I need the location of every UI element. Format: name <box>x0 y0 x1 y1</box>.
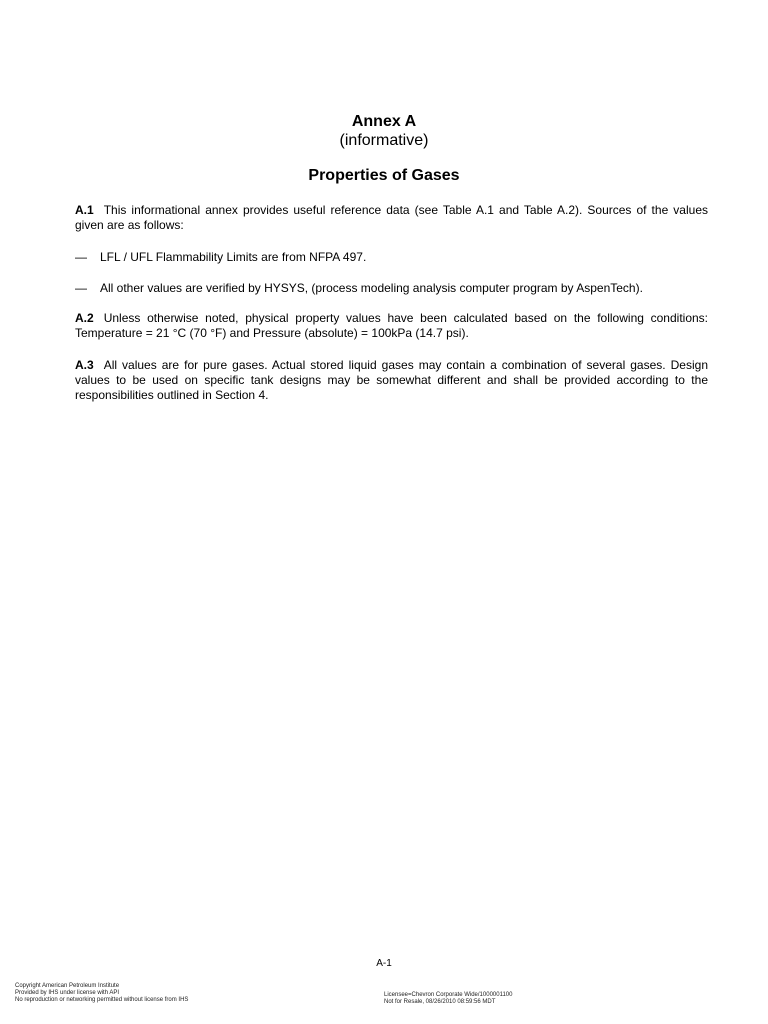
page-number: A-1 <box>376 958 392 969</box>
list-item <box>75 250 708 265</box>
list-item-text: All other values are verified by HYSYS, (process modeling analysis computer program by AspenTech). <box>100 281 643 295</box>
footer-line: Provided by IHS under license with API <box>15 990 120 996</box>
footer-line: Not for Resale, 08/26/2010 08:59:56 MDT <box>384 999 496 1005</box>
footer-line: No reproduction or networking permitted without license from IHS <box>15 997 189 1003</box>
clause-text: This informational annex provides useful reference data (see Table A.1 and Table A.2). Sources of the values given are as follows: <box>75 203 708 232</box>
footer-license <box>384 992 512 1006</box>
clause-number: A.2 <box>75 311 94 325</box>
footer-line: Licensee=Chevron Corporate Wide/1000001100 <box>384 992 513 998</box>
clause-text: Unless otherwise noted, physical property values have been calculated based on the following conditions: Temperature = 21 °C (70 °F) and Pressure (absolute) = 100kPa (14.7 psi). <box>75 311 708 340</box>
list-item <box>75 281 708 296</box>
annex-title: Annex A <box>351 113 417 130</box>
clause-number: A.3 <box>75 358 94 372</box>
clause-number: A.1 <box>75 203 94 217</box>
list-dash: — <box>75 281 87 295</box>
section-title: Properties of Gases <box>308 167 460 184</box>
annex-header <box>0 112 768 150</box>
clause-a1 <box>75 203 708 233</box>
clause-text: All values are for pure gases. Actual stored liquid gases may contain a combination of several gases. Design values to be used on specific tank designs may be somewhat different and shall be provided according to the responsibilities outlined in Section 4. <box>75 358 708 402</box>
list-item-text: LFL / UFL Flammability Limits are from NFPA 497. <box>100 250 367 264</box>
clause-a2 <box>75 311 708 341</box>
annex-subtitle: (informative) <box>339 132 429 149</box>
footer-line: Copyright American Petroleum Institute <box>15 983 120 989</box>
clause-a3 <box>75 358 708 403</box>
footer-copyright <box>15 983 188 1004</box>
list-dash: — <box>75 250 87 264</box>
